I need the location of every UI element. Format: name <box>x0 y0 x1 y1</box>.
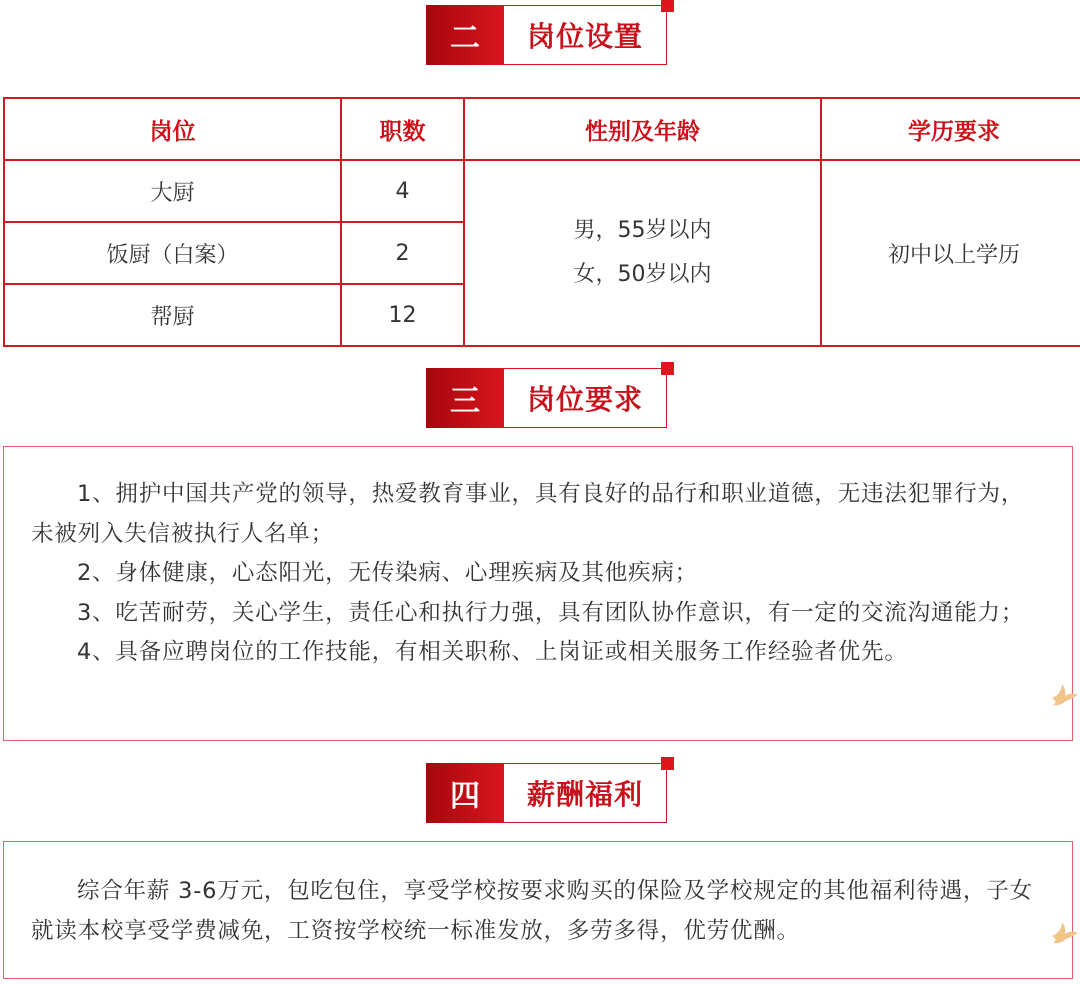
cell-gender-age <box>464 160 821 346</box>
section-number: 三 <box>426 368 504 428</box>
requirement-item: 2、身体健康，心态阳光，无传染病、心理疾病及其他疾病； <box>77 560 698 586</box>
requirement-item: 1、拥护中国共产党的领导，热爱教育事业，具有良好的品行和职业道德，无违法犯罪行为，未被列入失信被执行人名单； <box>31 481 1025 547</box>
header-education: 学历要求 <box>821 98 1080 160</box>
requirement-item: 3、吃苦耐劳，关心学生，责任心和执行力强，具有团队协作意识，有一定的交流沟通能力； <box>77 599 1025 626</box>
section-title: 岗位设置 <box>504 5 667 65</box>
cell-count: 2 <box>341 222 464 284</box>
gender-age-female: 女，50岁以内 <box>573 262 712 287</box>
section-header-benefits <box>426 763 668 823</box>
section-number: 四 <box>426 763 504 823</box>
cell-count: 4 <box>341 160 464 222</box>
header-count: 职数 <box>341 98 464 160</box>
requirements-box <box>3 446 1073 741</box>
section-title: 岗位要求 <box>504 368 667 428</box>
cell-position: 大厨 <box>4 160 341 222</box>
gender-age-male: 男，55岁以内 <box>573 218 712 243</box>
positions-table <box>3 97 1080 347</box>
benefits-box <box>3 841 1073 979</box>
corner-square-decoration <box>661 757 674 770</box>
section-header-positions <box>426 5 668 65</box>
section-header-requirements <box>426 368 668 428</box>
section-title: 薪酬福利 <box>504 763 667 823</box>
cell-position: 饭厨（白案） <box>4 222 341 284</box>
corner-square-decoration <box>661 362 674 375</box>
header-position: 岗位 <box>4 98 341 160</box>
requirement-item: 4、具备应聘岗位的工作技能，有相关职称、上岗证或相关服务工作经验者优先。 <box>77 639 908 665</box>
dove-icon <box>1050 920 1080 946</box>
table-row <box>4 160 1080 222</box>
cell-position: 帮厨 <box>4 284 341 346</box>
corner-square-decoration <box>661 0 674 12</box>
table-header-row <box>4 98 1080 160</box>
cell-count: 12 <box>341 284 464 346</box>
benefits-text: 综合年薪 3-6万元，包吃包住，享受学校按要求购买的保险及学校规定的其他福利待遇，子女就读本校享受学费减免，工资按学校统一标准发放，多劳多得，优劳优酬。 <box>31 878 1033 944</box>
header-gender-age: 性别及年龄 <box>464 98 821 160</box>
dove-icon <box>1050 682 1080 708</box>
section-number: 二 <box>426 5 504 65</box>
cell-education: 初中以上学历 <box>821 160 1080 346</box>
